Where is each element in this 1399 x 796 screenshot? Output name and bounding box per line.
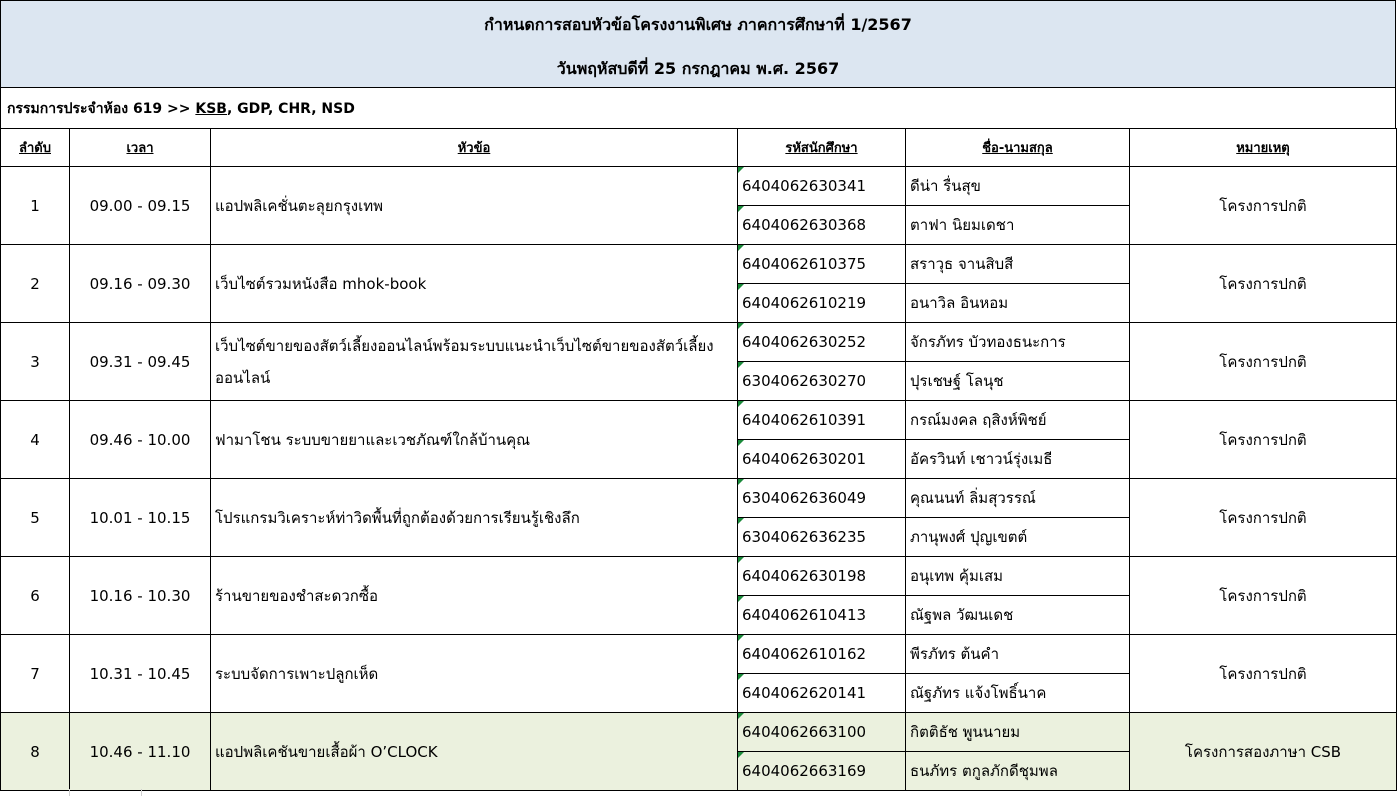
row-topic: โปรแกรมวิเคราะห์ท่าวิดพื้นที่ถูกต้องด้วยการเรียนรู้เชิงลึก: [211, 479, 738, 557]
student-id: 6404062610219: [738, 284, 906, 323]
row-no: 4: [1, 401, 70, 479]
row-remark: โครงการปกติ: [1130, 245, 1397, 323]
row-no: 2: [1, 245, 70, 323]
student-id: 6404062630341: [738, 167, 906, 206]
row-no: 7: [1, 635, 70, 713]
exam-date: วันพฤหัสบดีที่ 25 กรกฎาคม พ.ศ. 2567: [556, 59, 840, 78]
header-topic: หัวข้อ: [211, 129, 738, 167]
row-remark: โครงการสองภาษา CSB: [1130, 713, 1397, 791]
committee-line: [0, 88, 1396, 128]
row-remark: โครงการปกติ: [1130, 557, 1397, 635]
row-time: 09.46 - 10.00: [70, 401, 211, 479]
row-topic: เว็บไซต์ขายของสัตว์เลี้ยงออนไลน์พร้อมระบบแนะนำเว็บไซต์ขายของสัตว์เลี้ยงออนไลน์: [211, 323, 738, 401]
title-banner: [0, 0, 1396, 88]
student-id: 6304062636049: [738, 479, 906, 518]
row-remark: โครงการปกติ: [1130, 401, 1397, 479]
student-name: ดีน่า รื่นสุข: [906, 167, 1130, 206]
row-topic: ฟามาโชน ระบบขายยาและเวชภัณฑ์ใกล้บ้านคุณ: [211, 401, 738, 479]
row-no: 5: [1, 479, 70, 557]
student-id: 6404062610413: [738, 596, 906, 635]
header-time: เวลา: [70, 129, 211, 167]
table-row: [1, 635, 1397, 674]
table-row: [1, 245, 1397, 284]
student-id: 6304062630270: [738, 362, 906, 401]
row-time: 09.16 - 09.30: [70, 245, 211, 323]
table-row: [1, 557, 1397, 596]
student-id: 6404062620141: [738, 674, 906, 713]
header-row: [1, 129, 1397, 167]
student-name: กิตติธัช พูนนายม: [906, 713, 1130, 752]
table-row-highlighted: [1, 713, 1397, 752]
row-topic: ระบบจัดการเพาะปลูกเห็ด: [211, 635, 738, 713]
student-id: 6404062610162: [738, 635, 906, 674]
row-remark: โครงการปกติ: [1130, 635, 1397, 713]
student-name: ณัฐภัทร แจ้งโพธิ์นาค: [906, 674, 1130, 713]
table-row: [1, 167, 1397, 206]
row-topic: ร้านขายของชำสะดวกซื้อ: [211, 557, 738, 635]
student-name: สราวุธ จานสิบสี: [906, 245, 1130, 284]
student-name: อนุเทพ คุ้มเสม: [906, 557, 1130, 596]
student-id: 6404062610391: [738, 401, 906, 440]
row-remark: โครงการปกติ: [1130, 323, 1397, 401]
header-no: ลำดับ: [1, 129, 70, 167]
row-no: 3: [1, 323, 70, 401]
schedule-table: [0, 128, 1397, 791]
student-name: อนาวิล อินหอม: [906, 284, 1130, 323]
student-name: อัครวินท์ เชาวน์รุ่งเมธี: [906, 440, 1130, 479]
student-id: 6404062630201: [738, 440, 906, 479]
title-heading: กำหนดการสอบหัวข้อโครงงานพิเศษ ภาคการศึกษาที่ 1/2567: [484, 15, 912, 34]
header-student-id: รหัสนักศึกษา: [738, 129, 906, 167]
header-name: ชื่อ-นามสกุล: [906, 129, 1130, 167]
row-remark: โครงการปกติ: [1130, 479, 1397, 557]
row-topic: แอปพลิเคชันขายเสื้อผ้า O’CLOCK: [211, 713, 738, 791]
student-name: จักรภัทร บัวทองธนะการ: [906, 323, 1130, 362]
table-row: [1, 479, 1397, 518]
student-id: 6404062663169: [738, 752, 906, 791]
student-id: 6304062636235: [738, 518, 906, 557]
gridline: [69, 789, 70, 796]
row-no: 6: [1, 557, 70, 635]
row-time: 10.31 - 10.45: [70, 635, 211, 713]
committee-rest: , GDP, CHR, NSD: [226, 101, 355, 117]
row-time: 09.00 - 09.15: [70, 167, 211, 245]
table-row: [1, 401, 1397, 440]
row-time: 10.01 - 10.15: [70, 479, 211, 557]
student-name: พีรภัทร ต้นคำ: [906, 635, 1130, 674]
student-name: ตาฟา นิยมเดชา: [906, 206, 1130, 245]
header-remark: หมายเหตุ: [1130, 129, 1397, 167]
student-id: 6404062630198: [738, 557, 906, 596]
row-time: 10.46 - 11.10: [70, 713, 211, 791]
student-id: 6404062630368: [738, 206, 906, 245]
gridline: [141, 789, 142, 796]
row-topic: เว็บไซต์รวมหนังสือ mhok-book: [211, 245, 738, 323]
row-remark: โครงการปกติ: [1130, 167, 1397, 245]
row-topic: แอปพลิเคชั่นตะลุยกรุงเทพ: [211, 167, 738, 245]
student-name: ธนภัทร ตกูลภักดีชุมพล: [906, 752, 1130, 791]
student-name: คุณนนท์ ลิ่มสุวรรณ์: [906, 479, 1130, 518]
student-id: 6404062610375: [738, 245, 906, 284]
committee-highlight: KSB: [195, 101, 227, 117]
committee-prefix: กรรมการประจำห้อง 619 >>: [7, 101, 196, 117]
student-id: 6404062630252: [738, 323, 906, 362]
student-name: ภานุพงศ์ ปุญเขตต์: [906, 518, 1130, 557]
row-no: 1: [1, 167, 70, 245]
row-time: 09.31 - 09.45: [70, 323, 211, 401]
table-row: [1, 323, 1397, 362]
student-name: ณัฐพล วัฒนเดช: [906, 596, 1130, 635]
row-time: 10.16 - 10.30: [70, 557, 211, 635]
student-id: 6404062663100: [738, 713, 906, 752]
student-name: ปุรเชษฐ์ โลนุช: [906, 362, 1130, 401]
row-no: 8: [1, 713, 70, 791]
student-name: กรณ์มงคล ฤสิงห์พิชย์: [906, 401, 1130, 440]
